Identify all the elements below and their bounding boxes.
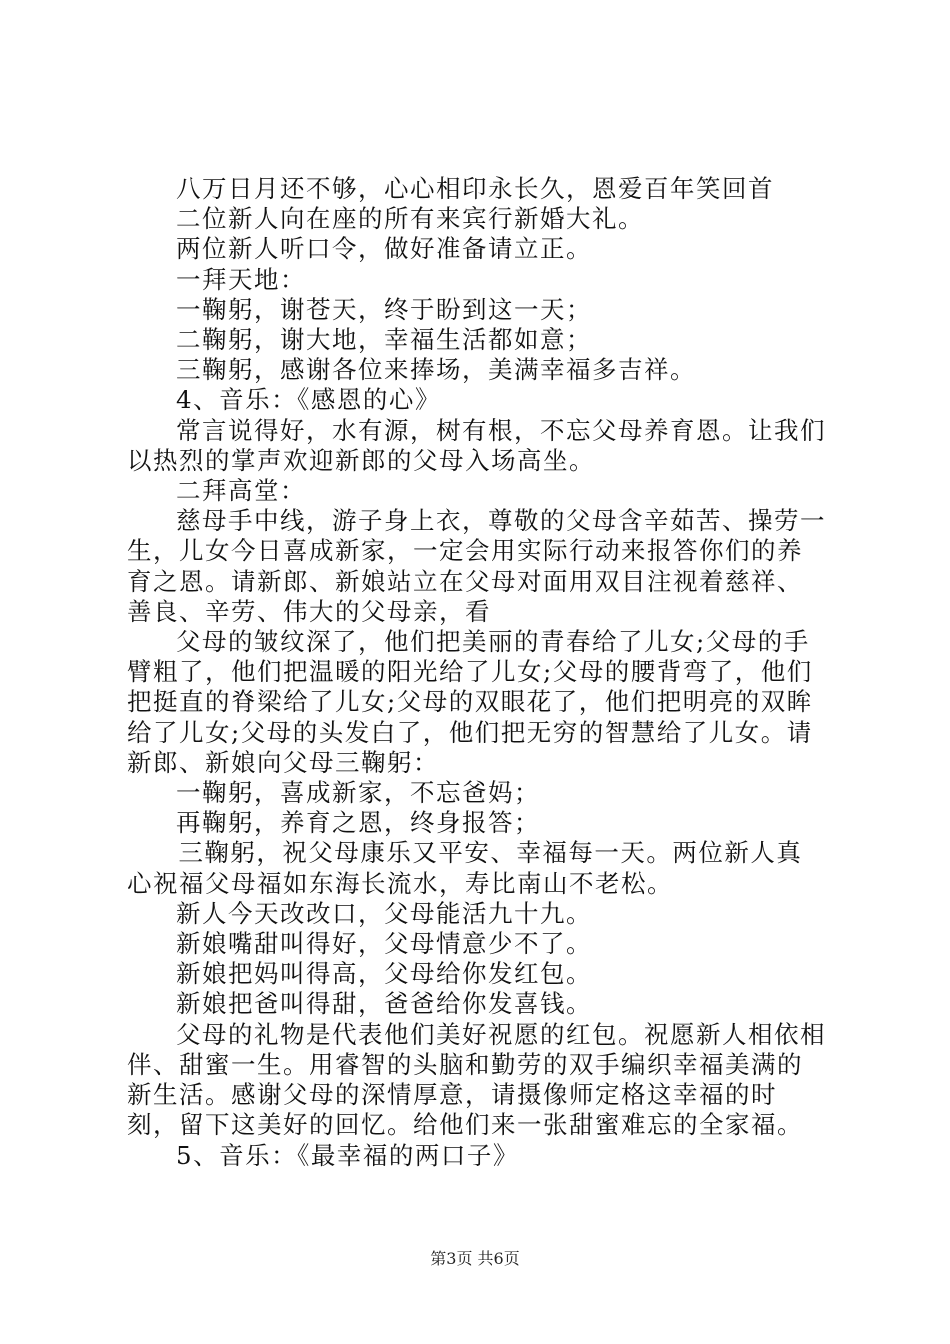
paragraph: 两位新人听口令，做好准备请立正。 — [176, 234, 592, 264]
paragraph: 常言说得好，水有源，树有根，不忘父母养育恩。让我们以热烈的掌声欢迎新郎的父母入场高坐。 — [127, 415, 826, 475]
paragraph: 一鞠躬，喜成新家，不忘爸妈； — [176, 778, 540, 808]
paragraph: 父母的皱纹深了，他们把美丽的青春给了儿女;父母的手臂粗了，他们把温暖的阳光给了儿女;父母的腰背弯了，他们把挺直的脊梁给了儿女;父母的双眼花了，他们把明亮的双眸给了儿女;父母的头发白了，他们把无穷的智慧给了儿女。请新郎、新娘向父母三鞠躬： — [127, 627, 813, 777]
section-heading: 4、音乐：《感恩的心》 — [176, 385, 441, 415]
paragraph: 再鞠躬，养育之恩，终身报答； — [176, 808, 540, 838]
paragraph: 一拜天地： — [176, 264, 306, 294]
paragraph: 新人今天改改口，父母能活九十九。 — [176, 898, 592, 928]
paragraph: 一鞠躬，谢苍天，终于盼到这一天； — [176, 294, 592, 324]
paragraph: 三鞠躬，感谢各位来捧场，美满幸福多吉祥。 — [176, 355, 696, 385]
document-body — [127, 174, 827, 1171]
paragraph: 父母的礼物是代表他们美好祝愿的红包。祝愿新人相依相伴、甜蜜一生。用睿智的头脑和勤劳的双手编织幸福美满的新生活。感谢父母的深情厚意，请摄像师定格这幸福的时刻，留下这美好的回忆。给他们来一张甜蜜难忘的全家福。 — [127, 1019, 826, 1140]
section-heading: 5、音乐：《最幸福的两口子》 — [176, 1140, 519, 1170]
paragraph: 慈母手中线，游子身上衣，尊敬的父母含辛茹苦、操劳一生，儿女今日喜成新家，一定会用实际行动来报答你们的养育之恩。请新郎、新娘站立在父母对面用双目注视着慈祥、善良、辛劳、伟大的父母亲，看 — [127, 506, 826, 626]
paragraph: 新娘把爸叫得甜，爸爸给你发喜钱。 — [176, 989, 592, 1019]
paragraph: 新娘嘴甜叫得好，父母情意少不了。 — [176, 929, 592, 959]
paragraph: 二拜高堂： — [176, 476, 306, 506]
page-number-footer: 第3页 共6页 — [430, 1249, 520, 1268]
paragraph: 二鞠躬，谢大地，幸福生活都如意； — [176, 325, 592, 355]
paragraph: 八万日月还不够，心心相印永长久，恩爱百年笑回首 — [176, 174, 774, 203]
paragraph: 三鞠躬，祝父母康乐又平安、幸福每一天。两位新人真心祝福父母福如东海长流水，寿比南山不老松。 — [127, 838, 803, 898]
paragraph: 新娘把妈叫得高，父母给你发红包。 — [176, 959, 592, 989]
paragraph: 二位新人向在座的所有来宾行新婚大礼。 — [176, 204, 644, 234]
